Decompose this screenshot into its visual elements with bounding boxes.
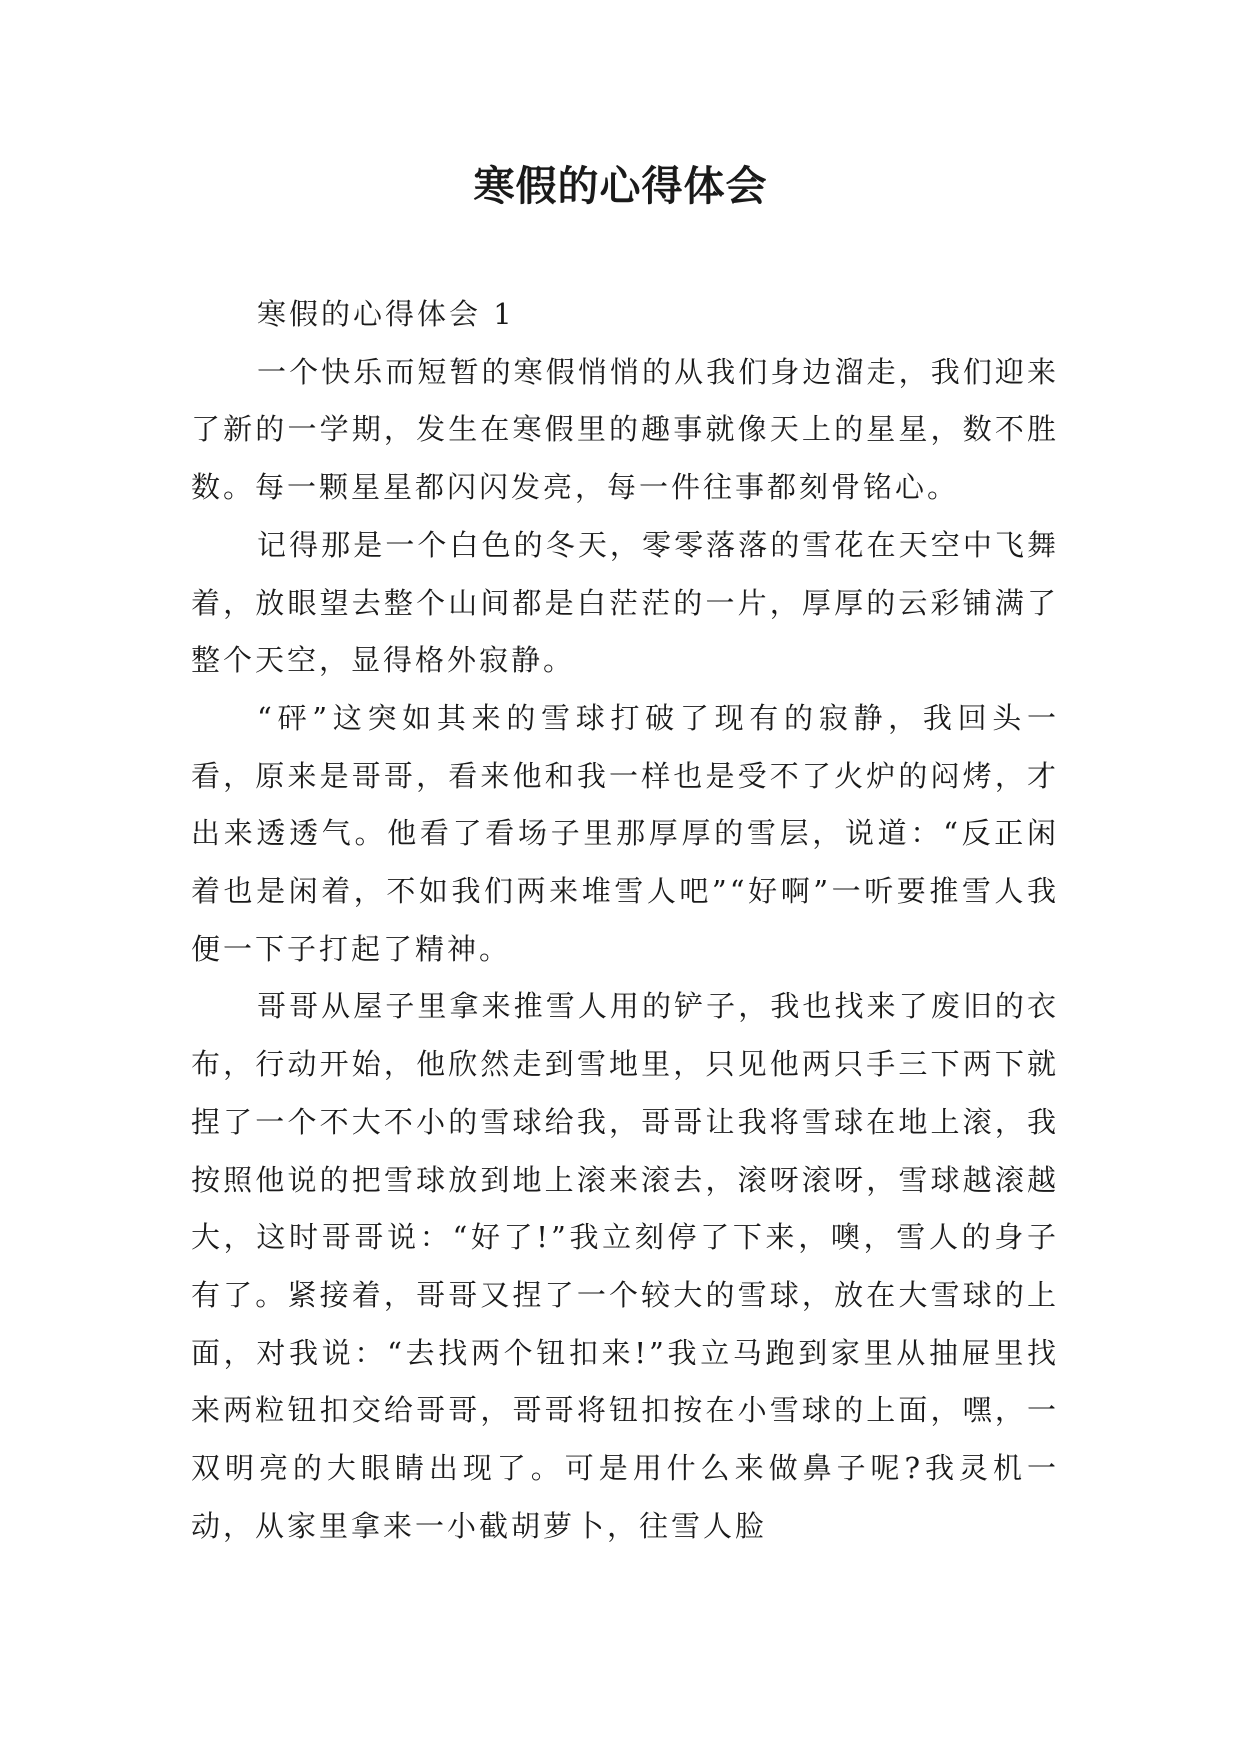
paragraph: 一个快乐而短暂的寒假悄悄的从我们身边溜走，我们迎来了新的一学期，发生在寒假里的趣事就像天上的星星，数不胜数。每一颗星星都闪闪发亮，每一件往事都刻骨铭心。 [191, 354, 1059, 505]
paragraph: 哥哥从屋子里拿来推雪人用的铲子，我也找来了废旧的衣布，行动开始，他欣然走到雪地里，只见他两只手三下两下就捏了一个不大不小的雪球给我，哥哥让我将雪球在地上滚，我按照他说的把雪球放到地上滚来滚去，滚呀滚呀，雪球越滚越大，这时哥哥说：“好了!”我立刻停了下来，噢，雪人的身子有了。紧接着，哥哥又捏了一个较大的雪球，放在大雪球的上面，对我说：“去找两个钮扣来!”我立马跑到家里从抽屉里找来两粒钮扣交给哥哥，哥哥将钮扣按在小雪球的上面，嘿，一双明亮的大眼睛出现了。可是用什么来做鼻子呢?我灵机一动，从家里拿来一小截胡萝卜，往雪人脸 [191, 989, 1059, 1543]
paragraph: “砰”这突如其来的雪球打破了现有的寂静，我回头一看，原来是哥哥，看来他和我一样也是受不了火炉的闷烤，才出来透透气。他看了看场子里那厚厚的雪层，说道：“反正闲着也是闲着，不如我们两来堆雪人吧”“好啊”一听要推雪人我便一下子打起了精神。 [191, 700, 1059, 966]
paragraph: 记得那是一个白色的冬天，零零落落的雪花在天空中飞舞着，放眼望去整个山间都是白茫茫的一片，厚厚的云彩铺满了整个天空，显得格外寂静。 [191, 527, 1059, 678]
section-heading: 寒假的心得体会 1 [257, 297, 515, 331]
document-title: 寒假的心得体会 [473, 162, 768, 210]
document-body [191, 286, 1059, 1555]
